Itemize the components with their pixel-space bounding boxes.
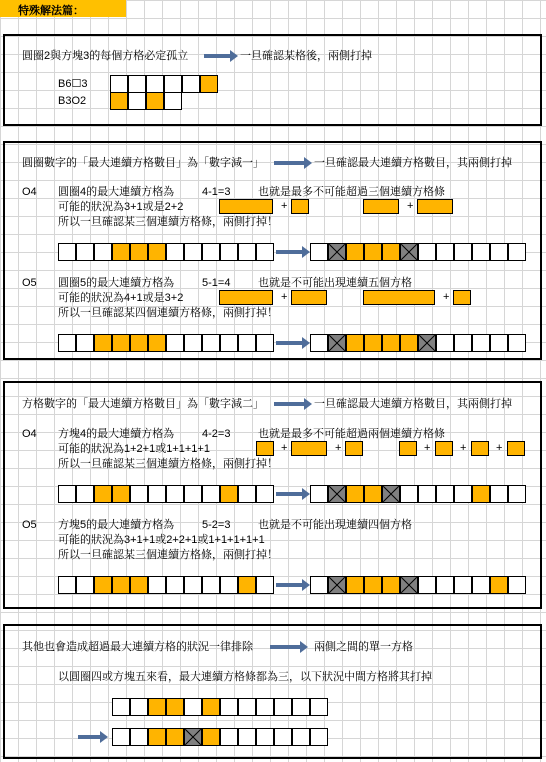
sec3-result: 一旦確認最大連續方格數目，其兩側打掉 xyxy=(314,398,512,410)
grid-cell xyxy=(182,75,200,93)
grid-cell xyxy=(274,698,292,716)
grid-cell xyxy=(436,243,454,261)
grid-cell xyxy=(76,576,94,594)
example-bar-2 xyxy=(363,199,399,214)
grid-cell xyxy=(166,334,184,352)
grid-cell xyxy=(472,334,490,352)
right-arrow-icon xyxy=(274,157,312,169)
plus-sign: + xyxy=(335,442,342,454)
grid-cell xyxy=(76,485,94,503)
cross-cell-icon xyxy=(184,728,202,746)
grid-cell-filled xyxy=(346,576,364,594)
sec2-o4-note: 也就是最多不可能超過三個連續方格條 xyxy=(258,186,445,198)
sec1-label-2: B3O2 xyxy=(58,95,87,107)
grid-cell xyxy=(292,728,310,746)
grid-cell-filled xyxy=(94,576,112,594)
right-arrow-icon xyxy=(276,246,310,258)
grid-cell-filled xyxy=(130,334,148,352)
grid-cell-filled xyxy=(110,92,128,110)
grid-cell-filled xyxy=(382,243,400,261)
sec4-title: 其他也會造成超過最大連續方格的狀況一律排除 xyxy=(22,641,253,653)
sec3-title: 方格數字的「最大連續方格數目」為「數字減二」 xyxy=(22,398,264,410)
right-arrow-icon xyxy=(204,50,238,62)
grid-cell xyxy=(76,334,94,352)
sec2-o5-eq: 5-1=4 xyxy=(202,277,231,289)
grid-cell xyxy=(310,243,328,261)
plus-sign: + xyxy=(281,442,288,454)
example-bar-4 xyxy=(219,290,273,305)
grid-cell-filled xyxy=(146,92,164,110)
grid-cell xyxy=(490,243,508,261)
grid-cell xyxy=(400,485,418,503)
sec2-result: 一旦確認最大連續方格數目，其兩側打掉 xyxy=(314,157,512,169)
grid-cell xyxy=(238,728,256,746)
grid-cell-filled xyxy=(220,485,238,503)
section-header xyxy=(0,0,126,17)
example-bar-1 xyxy=(291,290,327,305)
grid-cell-filled xyxy=(490,576,508,594)
example-bar-1 xyxy=(256,441,274,456)
grid-cell xyxy=(472,576,490,594)
grid-cell xyxy=(418,576,436,594)
cross-cell-icon xyxy=(400,576,418,594)
grid-cell xyxy=(166,243,184,261)
sec3-o4-note: 也就是最多不可能超過兩個連續方格條 xyxy=(258,428,445,440)
header-title: 特殊解法篇： xyxy=(18,5,84,17)
grid-cell xyxy=(310,728,328,746)
grid-cell xyxy=(454,576,472,594)
grid-cell xyxy=(418,243,436,261)
grid-cell xyxy=(202,334,220,352)
example-bar-1 xyxy=(435,441,453,456)
grid-cell-filled xyxy=(202,728,220,746)
grid-cell xyxy=(508,485,526,503)
grid-cell-filled xyxy=(382,576,400,594)
grid-cell xyxy=(58,334,76,352)
example-bar-1 xyxy=(471,441,489,456)
grid-cell xyxy=(130,698,148,716)
right-arrow-icon xyxy=(270,641,308,653)
grid-cell-filled xyxy=(238,576,256,594)
grid-cell xyxy=(256,243,274,261)
grid-cell xyxy=(58,576,76,594)
right-arrow-icon xyxy=(274,398,312,410)
grid-cell-filled xyxy=(364,485,382,503)
grid-cell-filled xyxy=(200,75,218,93)
example-bar-3 xyxy=(219,199,273,214)
sec3-o5-eq: 5-2=3 xyxy=(202,519,231,531)
example-bar-2 xyxy=(291,441,327,456)
grid-cell xyxy=(238,485,256,503)
sec2-o5-line1: 圓圈5的最大連續方格為 xyxy=(58,277,175,289)
cross-cell-icon xyxy=(382,485,400,503)
sec2-title: 圓圈數字的「最大連續方格數目」為「數字減一」 xyxy=(22,157,264,169)
right-arrow-icon xyxy=(276,337,310,349)
sec2-o5-label: O5 xyxy=(22,277,37,289)
sec2-o5-line3: 所以一旦確認某四個連續方格條，兩側打掉！ xyxy=(58,307,278,319)
grid-cell xyxy=(112,728,130,746)
sec3-o5-line1: 方塊5的最大連續方格為 xyxy=(58,519,175,531)
right-arrow-icon xyxy=(276,488,310,500)
grid-cell xyxy=(436,576,454,594)
plus-sign: + xyxy=(281,200,288,212)
grid-cell xyxy=(436,485,454,503)
grid-cell xyxy=(220,576,238,594)
grid-cell-filled xyxy=(382,334,400,352)
grid-cell xyxy=(128,75,146,93)
grid-cell xyxy=(310,698,328,716)
sec4-desc: 以圓圈四或方塊五來看，最大連續方格條都為三，以下狀況中間方格將其打掉 xyxy=(58,671,432,683)
sec1-title: 圓圈2與方塊3的每個方格必定孤立 xyxy=(22,50,189,62)
grid-cell-filled xyxy=(472,485,490,503)
grid-cell-filled xyxy=(130,243,148,261)
example-bar-2 xyxy=(453,290,471,305)
grid-cell xyxy=(220,698,238,716)
sec3-o4-line3: 所以一旦確認某三個連續方格條，兩側打掉！ xyxy=(58,458,278,470)
grid-cell-filled xyxy=(148,698,166,716)
cross-cell-icon xyxy=(328,576,346,594)
grid-cell xyxy=(184,698,202,716)
grid-cell xyxy=(184,334,202,352)
grid-cell xyxy=(110,75,128,93)
cross-cell-icon xyxy=(328,334,346,352)
grid-cell xyxy=(202,243,220,261)
grid-cell xyxy=(238,243,256,261)
sec3-o4-line1: 方塊4的最大連續方格為 xyxy=(58,428,175,440)
sec4-result: 兩側之間的單一方格 xyxy=(314,641,413,653)
cross-cell-icon xyxy=(418,334,436,352)
grid-cell-filled xyxy=(112,243,130,261)
grid-cell xyxy=(508,576,526,594)
grid-cell-filled xyxy=(202,698,220,716)
plus-sign: + xyxy=(407,200,414,212)
grid-cell-filled xyxy=(94,485,112,503)
sec2-o4-line2: 可能的狀況為3+1或是2+2 xyxy=(58,201,184,213)
grid-cell xyxy=(128,92,146,110)
grid-cell xyxy=(166,576,184,594)
grid-cell xyxy=(76,243,94,261)
plus-sign: + xyxy=(281,291,288,303)
grid-cell xyxy=(220,243,238,261)
grid-cell xyxy=(112,698,130,716)
grid-cell xyxy=(164,92,182,110)
sec3-o4-eq: 4-2=3 xyxy=(202,428,231,440)
grid-cell-filled xyxy=(166,728,184,746)
grid-cell xyxy=(256,576,274,594)
grid-cell xyxy=(418,485,436,503)
sec2-o5-note: 也就是不可能出現連續五個方格 xyxy=(258,277,412,289)
grid-cell-filled xyxy=(112,485,130,503)
sec2-o4-line3: 所以一旦確認某三個連續方格條，兩側打掉！ xyxy=(58,216,278,228)
sec2-o4-eq: 4-1=3 xyxy=(202,186,231,198)
grid-cell xyxy=(310,334,328,352)
right-arrow-icon xyxy=(78,731,108,743)
grid-cell xyxy=(508,243,526,261)
grid-cell xyxy=(148,485,166,503)
grid-cell-filled xyxy=(364,334,382,352)
grid-cell xyxy=(454,485,472,503)
grid-cell-filled xyxy=(364,243,382,261)
sec3-o5-line2: 可能的狀況為3+1+1或2+2+1或1+1+1+1+1 xyxy=(58,534,265,546)
grid-cell xyxy=(256,485,274,503)
sec1-result: 一旦確認某格後，兩側打掉 xyxy=(240,50,372,62)
grid-cell xyxy=(184,576,202,594)
grid-cell xyxy=(94,243,112,261)
grid-cell-filled xyxy=(148,334,166,352)
grid-cell-filled xyxy=(346,334,364,352)
grid-cell xyxy=(490,485,508,503)
grid-cell-filled xyxy=(112,334,130,352)
grid-cell xyxy=(130,485,148,503)
grid-cell xyxy=(164,75,182,93)
grid-cell xyxy=(256,698,274,716)
cross-cell-icon xyxy=(328,243,346,261)
grid-cell xyxy=(454,243,472,261)
grid-cell xyxy=(472,243,490,261)
grid-cell xyxy=(256,728,274,746)
grid-cell xyxy=(490,334,508,352)
plus-sign: + xyxy=(443,291,450,303)
grid-cell-filled xyxy=(400,334,418,352)
plus-sign: + xyxy=(496,442,503,454)
grid-cell xyxy=(508,334,526,352)
grid-cell xyxy=(130,728,148,746)
grid-cell xyxy=(202,485,220,503)
sec3-o4-line2: 可能的狀況為1+2+1或1+1+1+1 xyxy=(58,443,210,455)
grid-cell-filled xyxy=(166,698,184,716)
grid-cell xyxy=(202,576,220,594)
grid-cell xyxy=(166,485,184,503)
plus-sign: + xyxy=(424,442,431,454)
sec3-o5-label: O5 xyxy=(22,519,37,531)
example-bar-2 xyxy=(417,199,453,214)
grid-cell xyxy=(220,728,238,746)
example-bar-1 xyxy=(399,441,417,456)
grid-cell-filled xyxy=(112,576,130,594)
grid-cell xyxy=(184,243,202,261)
grid-cell xyxy=(238,698,256,716)
grid-cell xyxy=(274,728,292,746)
example-bar-3 xyxy=(363,290,435,305)
grid-cell xyxy=(146,75,164,93)
example-bar-1 xyxy=(507,441,525,456)
example-bar-1 xyxy=(345,441,363,456)
sec2-o4-line1: 圓圈4的最大連續方格為 xyxy=(58,186,175,198)
grid-cell xyxy=(256,334,274,352)
cross-cell-icon xyxy=(400,243,418,261)
grid-cell-filled xyxy=(346,243,364,261)
grid-cell-filled xyxy=(148,243,166,261)
sec3-o5-line3: 所以一旦確認某三個連續方格條，兩側打掉！ xyxy=(58,549,278,561)
sec3-o4-label: O4 xyxy=(22,428,37,440)
grid-cell xyxy=(58,243,76,261)
grid-cell xyxy=(184,485,202,503)
grid-cell-filled xyxy=(94,334,112,352)
grid-cell xyxy=(58,485,76,503)
grid-cell-filled xyxy=(130,576,148,594)
grid-cell-filled xyxy=(364,576,382,594)
grid-cell xyxy=(292,698,310,716)
grid-cell xyxy=(310,576,328,594)
sec2-o4-label: O4 xyxy=(22,186,37,198)
sec2-o5-line2: 可能的狀況為4+1或是3+2 xyxy=(58,292,184,304)
grid-cell xyxy=(436,334,454,352)
plus-sign: + xyxy=(460,442,467,454)
right-arrow-icon xyxy=(276,579,310,591)
grid-cell-filled xyxy=(148,728,166,746)
grid-cell xyxy=(148,576,166,594)
grid-cell xyxy=(454,334,472,352)
cross-cell-icon xyxy=(328,485,346,503)
grid-cell xyxy=(220,334,238,352)
sec1-label-1: B6☐3 xyxy=(58,78,88,90)
grid-cell xyxy=(310,485,328,503)
example-bar-1 xyxy=(291,199,309,214)
grid-cell-filled xyxy=(346,485,364,503)
sec3-o5-note: 也就是不可能出現連續四個方格 xyxy=(258,519,412,531)
grid-cell xyxy=(238,334,256,352)
